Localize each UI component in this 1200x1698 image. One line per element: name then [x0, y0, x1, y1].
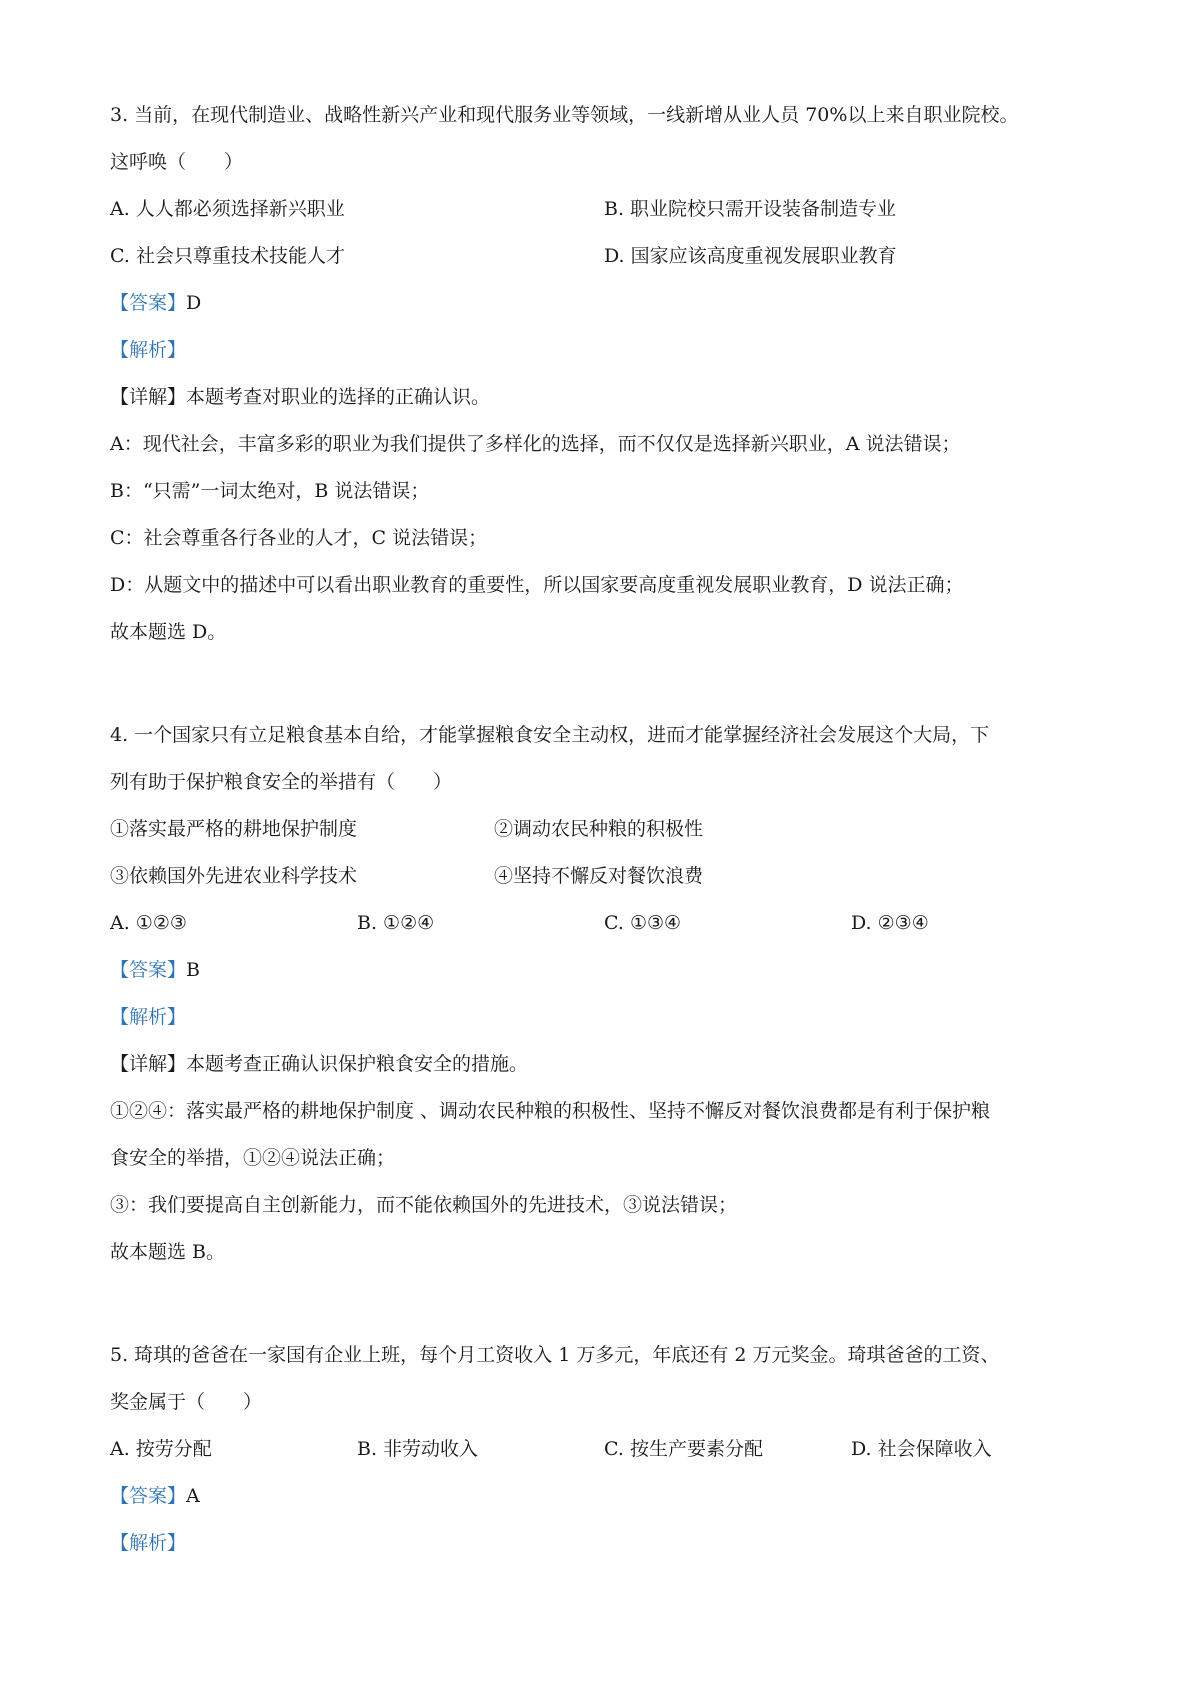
detail-label: 【详解】 [110, 1053, 187, 1075]
q4-detail-line: ③：我们要提高自主创新能力，而不能依赖国外的先进技术，③说法错误； [110, 1194, 738, 1216]
q5-option-d: D. 社会保障收入 [851, 1438, 992, 1460]
q4-detail-line: 食安全的举措，①②④说法正确； [110, 1147, 396, 1169]
q4-option-d: D. ②③④ [851, 912, 929, 934]
q5-option-c: C. 按生产要素分配 [604, 1438, 763, 1460]
q4-option-c: C. ①③④ [604, 912, 682, 934]
q4-item-3: ③依赖国外先进农业科学技术 [110, 865, 358, 887]
detail-intro: 本题考查对职业的选择的正确认识。 [186, 386, 491, 408]
q3-detail [110, 384, 490, 410]
q3-option-b: B. 职业院校只需开设装备制造专业 [604, 198, 897, 220]
answer-label: 【答案】 [110, 959, 187, 981]
q4-item-2: ②调动农民种粮的积极性 [494, 818, 704, 840]
q3-option-d: D. 国家应该高度重视发展职业教育 [604, 245, 897, 267]
answer-value: D [186, 292, 202, 314]
q5-analysis-label: 【解析】 [110, 1532, 187, 1554]
q3-analysis-label: 【解析】 [110, 339, 187, 361]
q4-item-4: ④坚持不懈反对餐饮浪费 [494, 865, 704, 887]
q5-option-b: B. 非劳动收入 [357, 1438, 479, 1460]
answer-value: A [186, 1485, 200, 1507]
q5-stem-line1: 5. 琦琪的爸爸在一家国有企业上班，每个月工资收入 1 万多元，年底还有 2 万元奖金。琦琪爸爸的工资、 [110, 1344, 1000, 1366]
q3-answer [110, 290, 201, 316]
answer-label: 【答案】 [110, 292, 187, 314]
q4-stem-line2: 列有助于保护粮食安全的举措有（ ） [110, 771, 453, 793]
q4-analysis-label: 【解析】 [110, 1006, 187, 1028]
q4-detail [110, 1051, 528, 1077]
q3-detail-line: B：“只需”一词太绝对，B 说法错误； [110, 480, 430, 502]
q4-stem-line1: 4. 一个国家只有立足粮食基本自给，才能掌握粮食安全主动权，进而才能掌握经济社会发展这个大局，下 [110, 724, 990, 746]
answer-label: 【答案】 [110, 1485, 187, 1507]
detail-label: 【详解】 [110, 386, 187, 408]
q4-answer [110, 957, 200, 983]
q3-detail-line: D：从题文中的描述中可以看出职业教育的重要性，所以国家要高度重视发展职业教育，D 说法正确； [110, 574, 964, 596]
q5-answer [110, 1483, 200, 1509]
q3-option-c: C. 社会只尊重技术技能人才 [110, 245, 345, 267]
q4-option-a: A. ①②③ [110, 912, 187, 934]
q3-detail-line: C：社会尊重各行各业的人才，C 说法错误； [110, 527, 488, 549]
q4-detail-line: 故本题选 B。 [110, 1241, 226, 1263]
q4-item-1: ①落实最严格的耕地保护制度 [110, 818, 358, 840]
q3-stem-line2: 这呼唤（ ） [110, 151, 244, 173]
q3-detail-line: A：现代社会，丰富多彩的职业为我们提供了多样化的选择，而不仅仅是选择新兴职业，A 说法错误； [110, 433, 961, 455]
answer-value: B [186, 959, 200, 981]
q5-stem-line2: 奖金属于（ ） [110, 1391, 263, 1413]
q4-option-b: B. ①②④ [357, 912, 435, 934]
q3-detail-line: 故本题选 D。 [110, 621, 227, 643]
q3-option-a: A. 人人都必须选择新兴职业 [110, 198, 345, 220]
q4-detail-line: ①②④：落实最严格的耕地保护制度 、调动农民种粮的积极性、坚持不懈反对餐饮浪费都是有利于保护粮 [110, 1100, 991, 1122]
q3-stem-line1: 3. 当前，在现代制造业、战略性新兴产业和现代服务业等领域，一线新增从业人员 70%以上来自职业院校。 [110, 104, 1019, 126]
q5-option-a: A. 按劳分配 [110, 1438, 212, 1460]
detail-intro: 本题考查正确认识保护粮食安全的措施。 [186, 1053, 529, 1075]
